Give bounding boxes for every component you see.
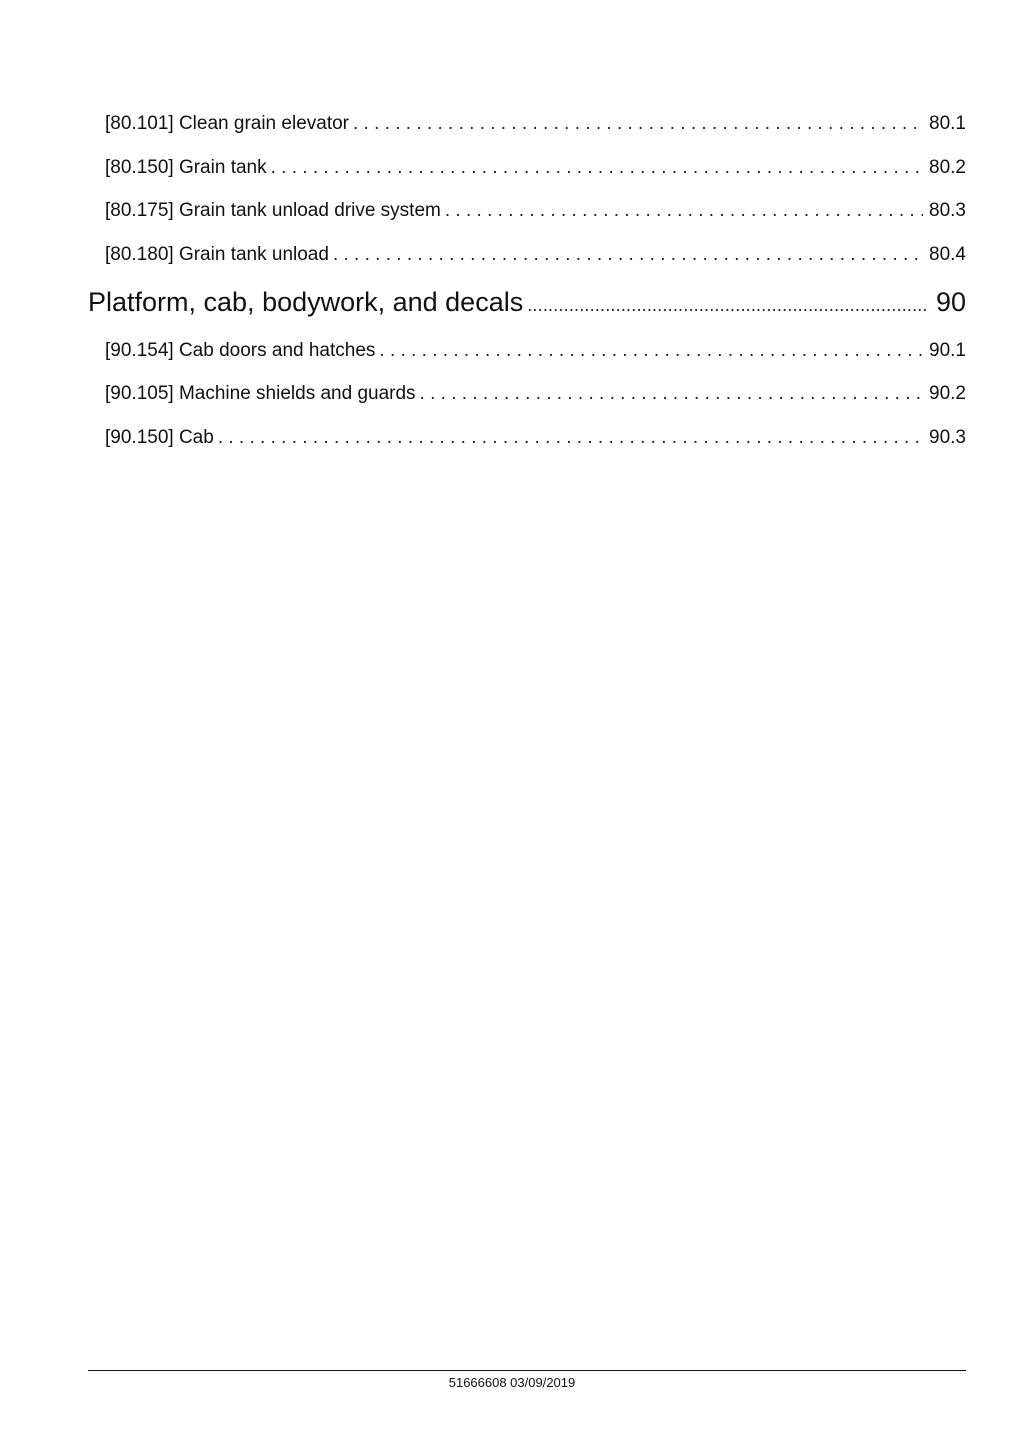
toc-entry-title: [80.101] Clean grain elevator bbox=[105, 113, 349, 134]
toc-entry[interactable] bbox=[105, 340, 966, 362]
dot-leader bbox=[218, 427, 923, 449]
dot-leader bbox=[527, 295, 926, 316]
toc-entry-title: [80.150] Grain tank bbox=[105, 157, 267, 178]
toc-entry-title: [90.154] Cab doors and hatches bbox=[105, 340, 376, 361]
toc-entry-page: 80.2 bbox=[929, 157, 966, 178]
footer-document-id: 51666608 03/09/2019 bbox=[448, 1375, 576, 1390]
toc-entry-page: 80.1 bbox=[929, 113, 966, 134]
toc-entry-title: [90.105] Machine shields and guards bbox=[105, 383, 416, 404]
toc-entry-title: [80.175] Grain tank unload drive system bbox=[105, 200, 441, 221]
toc-section-title: Platform, cab, bodywork, and decals bbox=[88, 287, 524, 317]
toc-section-page: 90 bbox=[935, 287, 966, 317]
toc-entry-page: 80.4 bbox=[929, 244, 966, 265]
toc-entry[interactable] bbox=[105, 113, 966, 135]
toc-section-heading[interactable] bbox=[88, 287, 966, 318]
toc-entry-page: 90.1 bbox=[929, 340, 966, 361]
toc-entry-page: 90.2 bbox=[929, 383, 966, 404]
dot-leader bbox=[379, 340, 923, 362]
dot-leader bbox=[445, 200, 923, 222]
toc-entry[interactable] bbox=[105, 427, 966, 449]
toc-entry-title: [80.180] Grain tank unload bbox=[105, 244, 329, 265]
footer-divider bbox=[88, 1370, 966, 1371]
toc-entry-page: 80.3 bbox=[929, 200, 966, 221]
toc-entry[interactable] bbox=[105, 200, 966, 222]
toc-entry-title: [90.150] Cab bbox=[105, 427, 214, 448]
toc-entry[interactable] bbox=[105, 244, 966, 266]
dot-leader bbox=[271, 157, 923, 179]
dot-leader bbox=[333, 244, 923, 266]
toc-entry[interactable] bbox=[105, 157, 966, 179]
dot-leader bbox=[353, 113, 923, 135]
dot-leader bbox=[420, 383, 923, 405]
toc-entry[interactable] bbox=[105, 383, 966, 405]
toc-entry-page: 90.3 bbox=[929, 427, 966, 448]
